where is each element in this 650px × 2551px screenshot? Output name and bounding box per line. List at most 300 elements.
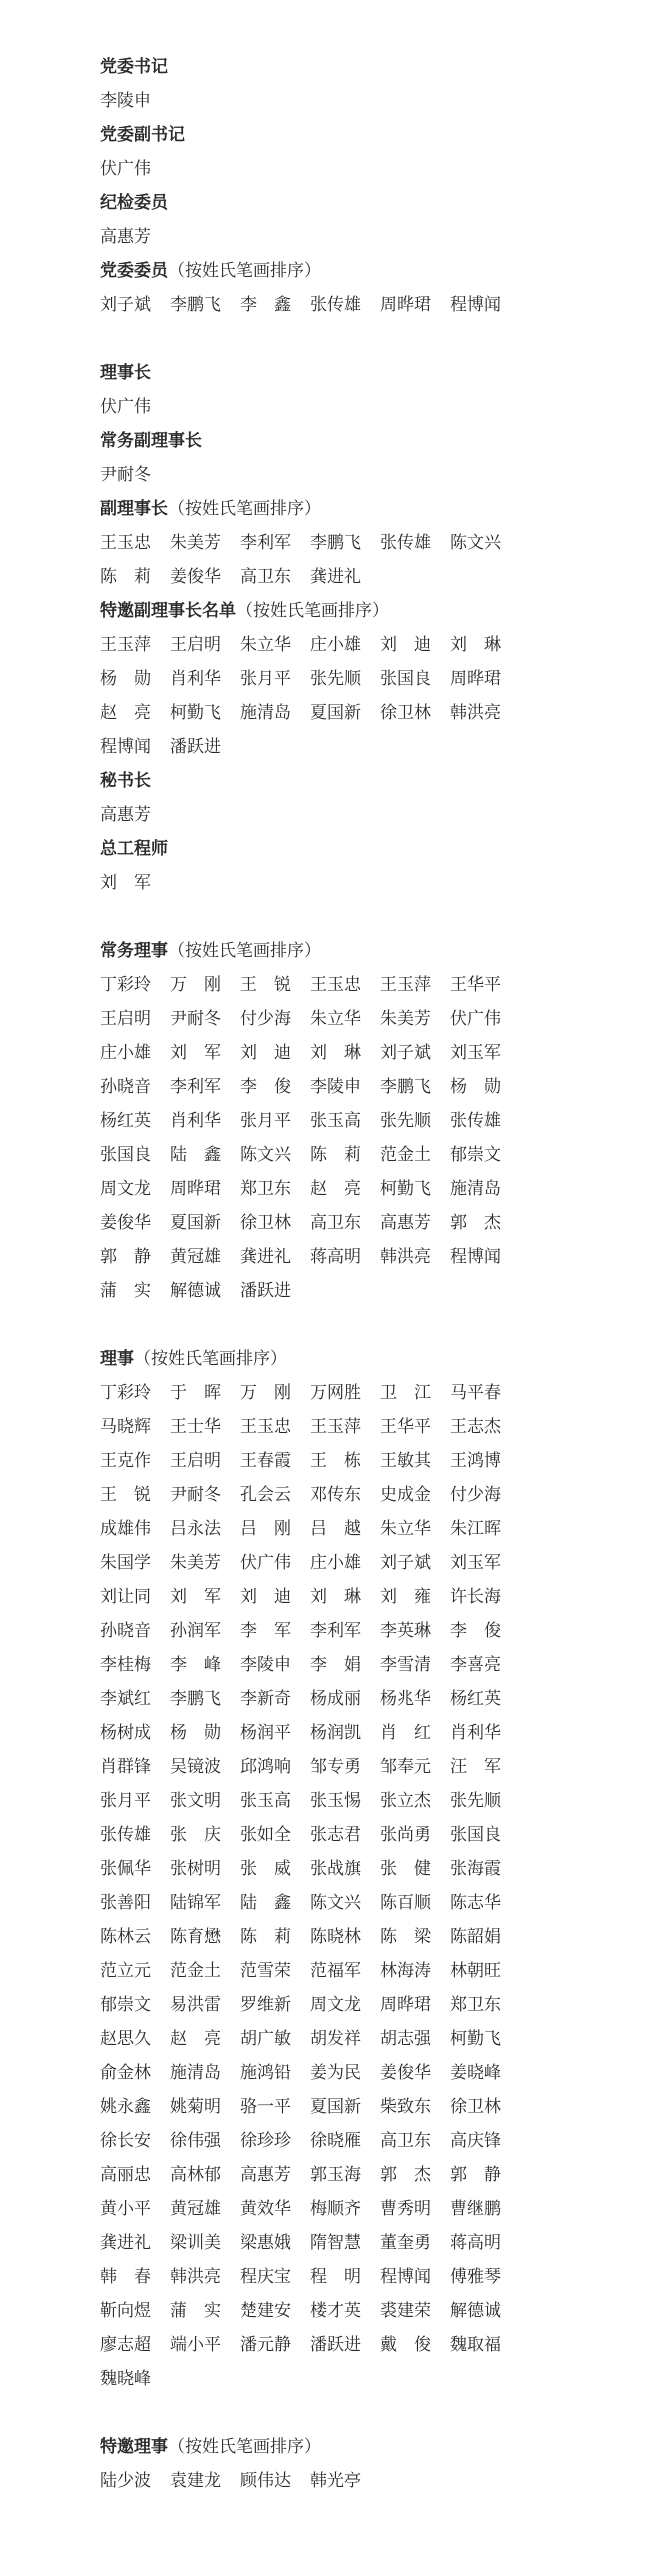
member-name: 吕永法 [170,1519,221,1539]
section-sort-note: （按姓氏笔画排序） [168,2437,321,2457]
member-name: 刘 迪 [380,635,431,655]
member-name: 陈 莉 [100,567,151,587]
member-name: 刘 琳 [310,1043,361,1063]
member-name: 张战旗 [310,1859,361,1879]
member-name: 肖利华 [450,1723,501,1743]
member-name: 王克作 [100,1451,151,1471]
member-name: 姜俊华 [100,1213,151,1233]
section-title: 理事长 [100,363,151,383]
member-name: 王志杰 [450,1417,501,1437]
member-name: 许长海 [450,1587,501,1607]
member-name: 杨润平 [240,1723,291,1743]
member-name: 张 庆 [170,1825,221,1845]
section-title: 总工程师 [100,839,168,859]
member-name-grid [100,628,620,764]
member-name: 杨 勋 [450,1077,501,1097]
member-name: 傅雅琴 [450,2267,501,2287]
member-name: 夏国新 [310,703,361,723]
member-name: 范立元 [100,1961,151,1981]
section-heading [100,1342,620,1376]
section-sort-note: （按姓氏笔画排序） [134,1349,287,1369]
member-name: 朱立华 [310,1009,361,1029]
member-name: 刘 军 [100,873,151,893]
member-name: 张 威 [240,1859,291,1879]
member-name: 梅顺齐 [310,2199,361,2219]
member-name: 靳向煜 [100,2301,151,2321]
member-name: 张玉惕 [310,1791,361,1811]
member-name: 张月平 [240,669,291,689]
member-name: 孙晓音 [100,1077,151,1097]
roster-section [100,764,620,832]
member-name: 程庆宝 [240,2267,291,2287]
member-name: 尹耐冬 [100,465,151,485]
member-name: 郭 静 [100,1247,151,1267]
member-name: 解德诚 [450,2301,501,2321]
member-name: 孙润军 [170,1621,221,1641]
member-name: 杨 勋 [100,669,151,689]
roster-section [100,2430,620,2498]
member-name: 李 俊 [240,1077,291,1097]
member-name: 陈文兴 [240,1145,291,1165]
member-name: 万 刚 [170,975,221,995]
member-name: 刘子斌 [380,1553,431,1573]
roster-section [100,118,620,186]
member-name: 陈志华 [450,1893,501,1913]
member-name: 张国良 [380,669,431,689]
member-name: 李 鑫 [240,295,291,315]
member-name: 陈育懋 [170,1927,221,1947]
member-name: 陆 鑫 [170,1145,221,1165]
member-name: 尹耐冬 [170,1485,221,1505]
member-name: 楚建安 [240,2301,291,2321]
member-name: 周晔珺 [450,669,501,689]
member-name: 庄小雄 [100,1043,151,1063]
member-name: 朱美芳 [380,1009,431,1029]
member-name: 柯勤飞 [380,1179,431,1199]
roster-section [100,492,620,594]
member-name: 徐长安 [100,2131,151,2151]
member-name: 成雄伟 [100,1519,151,1539]
member-name: 解德诚 [170,1281,221,1301]
member-name: 王敏其 [380,1451,431,1471]
section-title: 特邀副理事长名单 [100,601,236,621]
member-name: 王启明 [170,1451,221,1471]
member-name: 陆锦军 [170,1893,221,1913]
member-name: 蒲 实 [100,1281,151,1301]
member-name: 张月平 [100,1791,151,1811]
member-name: 徐伟强 [170,2131,221,2151]
member-name: 柯勤飞 [450,2029,501,2049]
member-name: 黄冠雄 [170,2199,221,2219]
member-name: 隋智慧 [310,2233,361,2253]
member-name: 夏国新 [310,2097,361,2117]
member-name: 潘元静 [240,2335,291,2355]
section-sort-note: （按姓氏笔画排序） [236,601,389,621]
member-name: 施清岛 [450,1179,501,1199]
member-name: 李 军 [240,1621,291,1641]
member-name: 李鹏飞 [170,1689,221,1709]
member-name: 王 锐 [100,1485,151,1505]
member-name: 张传雄 [100,1825,151,1845]
member-name: 范雪荣 [240,1961,291,1981]
member-name: 伏广伟 [100,159,151,179]
member-name: 曹继鹏 [450,2199,501,2219]
member-name: 王 锐 [240,975,291,995]
section-heading [100,254,620,288]
member-name: 肖利华 [170,669,221,689]
member-name: 徐卫林 [380,703,431,723]
roster-section [100,356,620,424]
member-name: 李 俊 [450,1621,501,1641]
member-name: 裘建荣 [380,2301,431,2321]
member-name: 张国良 [100,1145,151,1165]
member-name: 陈文兴 [450,533,501,553]
member-name: 庄小雄 [310,1553,361,1573]
member-name: 吴镜波 [170,1757,221,1777]
member-name: 程博闻 [100,737,151,757]
member-name: 柴致东 [380,2097,431,2117]
member-name: 李利军 [310,1621,361,1641]
member-name: 张海霞 [450,1859,501,1879]
member-name: 姜为民 [310,2063,361,2083]
member-name: 楼才英 [310,2301,361,2321]
member-name: 张先顺 [310,669,361,689]
member-name: 梁惠娥 [240,2233,291,2253]
member-name: 蒋高明 [310,1247,361,1267]
member-name: 万 刚 [240,1383,291,1403]
roster-section [100,594,620,764]
member-name: 龚进礼 [310,567,361,587]
member-name: 李桂梅 [100,1655,151,1675]
member-name: 龚进礼 [100,2233,151,2253]
member-name: 胡志强 [380,2029,431,2049]
member-name: 邹奉元 [380,1757,431,1777]
member-name: 韩 春 [100,2267,151,2287]
member-name: 李利军 [170,1077,221,1097]
member-name: 李陵申 [310,1077,361,1097]
member-name: 张传雄 [380,533,431,553]
member-name: 杨兆华 [380,1689,431,1709]
member-name: 史成金 [380,1485,431,1505]
member-name: 罗维新 [240,1995,291,2015]
section-heading [100,2430,620,2464]
roster-section [100,186,620,254]
member-name: 程博闻 [450,1247,501,1267]
section-title: 特邀理事 [100,2437,168,2457]
member-name: 李英琳 [380,1621,431,1641]
member-name: 董奎勇 [380,2233,431,2253]
member-name: 姚菊明 [170,2097,221,2117]
member-name: 周文龙 [100,1179,151,1199]
member-name: 刘玉军 [450,1043,501,1063]
section-title: 常务副理事长 [100,431,202,451]
member-name: 张树明 [170,1859,221,1879]
member-name-grid [100,2464,620,2498]
member-name: 赵思久 [100,2029,151,2049]
member-name: 柯勤飞 [170,703,221,723]
member-name: 高卫东 [240,567,291,587]
member-name: 潘跃进 [170,737,221,757]
member-name: 张善阳 [100,1893,151,1913]
document-body [100,50,620,2498]
member-name: 李鹏飞 [170,295,221,315]
member-name: 付少海 [450,1485,501,1505]
member-name: 刘 迪 [240,1587,291,1607]
member-name: 郭 静 [450,2165,501,2185]
roster-section [100,50,620,118]
member-name: 吕 刚 [240,1519,291,1539]
member-name: 陆 鑫 [240,1893,291,1913]
member-name: 赵 亮 [310,1179,361,1199]
member-name-grid [100,968,620,1308]
member-name-grid [100,288,620,322]
member-name: 姚永鑫 [100,2097,151,2117]
member-name: 林海涛 [380,1961,431,1981]
member-name: 尹耐冬 [170,1009,221,1029]
member-name: 刘 琳 [450,635,501,655]
member-name: 陈 莉 [310,1145,361,1165]
section-heading [100,594,620,628]
member-name: 刘 军 [170,1587,221,1607]
member-name: 蒋高明 [450,2233,501,2253]
member-name: 黄小平 [100,2199,151,2219]
member-name: 王玉忠 [100,533,151,553]
member-name: 刘子斌 [100,295,151,315]
roster-section [100,934,620,1308]
section-heading [100,934,620,968]
member-name: 戴 俊 [380,2335,431,2355]
member-name: 周晔珺 [380,295,431,315]
member-name: 朱美芳 [170,533,221,553]
member-name: 周晔珺 [380,1995,431,2015]
member-name: 孙晓音 [100,1621,151,1641]
section-title: 副理事长 [100,499,168,519]
section-spacer [100,2396,620,2430]
member-name: 李陵申 [240,1655,291,1675]
member-name: 陈百顺 [380,1893,431,1913]
member-name: 刘 琳 [310,1587,361,1607]
member-name: 赵 亮 [100,703,151,723]
member-name: 刘 迪 [240,1043,291,1063]
section-title: 纪检委员 [100,193,168,213]
member-name: 曹秀明 [380,2199,431,2219]
member-name: 李鹏飞 [310,533,361,553]
member-name: 张先顺 [450,1791,501,1811]
member-name: 张志君 [310,1825,361,1845]
member-name: 汪 军 [450,1757,501,1777]
section-heading [100,764,620,798]
member-name: 郭 杰 [450,1213,501,1233]
member-name: 易洪雷 [170,1995,221,2015]
member-name: 伏广伟 [100,397,151,417]
member-name: 于 晖 [170,1383,221,1403]
member-name: 周晔珺 [170,1179,221,1199]
member-name: 魏晓峰 [100,2369,151,2389]
section-title: 秘书长 [100,771,151,791]
member-name: 王玉萍 [380,975,431,995]
member-name: 高惠芳 [380,1213,431,1233]
member-name: 马晓辉 [100,1417,151,1437]
member-name: 张先顺 [380,1111,431,1131]
section-sort-note: （按姓氏笔画排序） [168,261,321,281]
member-name: 周文龙 [310,1995,361,2015]
member-name: 朱国学 [100,1553,151,1573]
member-name: 范金土 [380,1145,431,1165]
member-name: 李鹏飞 [380,1077,431,1097]
member-name: 陆少波 [100,2471,151,2491]
member-name: 王玉萍 [100,635,151,655]
member-name: 高惠芳 [100,805,151,825]
member-name: 邓传东 [310,1485,361,1505]
member-name: 徐晓雁 [310,2131,361,2151]
member-name: 李利军 [240,533,291,553]
member-name: 端小平 [170,2335,221,2355]
member-name: 张传雄 [310,295,361,315]
member-name: 程博闻 [450,295,501,315]
section-spacer [100,900,620,934]
member-name: 陈文兴 [310,1893,361,1913]
member-name: 徐卫林 [450,2097,501,2117]
member-name: 魏取福 [450,2335,501,2355]
member-name: 张传雄 [450,1111,501,1131]
member-name: 刘 军 [170,1043,221,1063]
member-name: 李 娟 [310,1655,361,1675]
member-name: 刘玉军 [450,1553,501,1573]
member-name: 朱美芳 [170,1553,221,1573]
member-name: 李斌红 [100,1689,151,1709]
member-name: 潘跃进 [240,1281,291,1301]
member-name: 顾伟达 [240,2471,291,2491]
member-name: 庄小雄 [310,635,361,655]
section-title: 理事 [100,1349,134,1369]
member-name: 李雪清 [380,1655,431,1675]
member-name: 黄冠雄 [170,1247,221,1267]
section-title: 党委委员 [100,261,168,281]
member-name: 徐珍珍 [240,2131,291,2151]
member-name: 施清岛 [240,703,291,723]
member-name: 刘 雍 [380,1587,431,1607]
section-heading [100,356,620,390]
section-sort-note: （按姓氏笔画排序） [168,941,321,961]
member-name: 黄效华 [240,2199,291,2219]
member-name: 张 健 [380,1859,431,1879]
member-name: 陈林云 [100,1927,151,1947]
member-name: 卫 江 [380,1383,431,1403]
section-heading [100,832,620,866]
member-name: 孔会云 [240,1485,291,1505]
member-name: 杨成丽 [310,1689,361,1709]
member-name: 赵 亮 [170,2029,221,2049]
member-name: 徐卫林 [240,1213,291,1233]
member-name: 王华平 [380,1417,431,1437]
member-name: 韩洪亮 [170,2267,221,2287]
member-name: 杨树成 [100,1723,151,1743]
member-name: 张月平 [240,1111,291,1131]
member-name: 胡广敏 [240,2029,291,2049]
member-name: 胡发祥 [310,2029,361,2049]
section-spacer [100,1308,620,1342]
member-name: 万网胜 [310,1383,361,1403]
roster-section [100,832,620,900]
member-name: 郭 杰 [380,2165,431,2185]
member-name: 梁训美 [170,2233,221,2253]
member-name: 韩洪亮 [380,1247,431,1267]
section-heading [100,50,620,84]
section-spacer [100,322,620,356]
member-name: 王 栋 [310,1451,361,1471]
member-name: 林朝旺 [450,1961,501,1981]
member-name: 郑卫东 [450,1995,501,2015]
member-name: 肖 红 [380,1723,431,1743]
member-name: 杨红英 [450,1689,501,1709]
member-name: 蒲 实 [170,2301,221,2321]
member-name: 郁崇文 [450,1145,501,1165]
member-name: 丁彩玲 [100,975,151,995]
member-name: 高卫东 [310,1213,361,1233]
section-sort-note: （按姓氏笔画排序） [168,499,321,519]
section-title: 常务理事 [100,941,168,961]
member-name: 朱立华 [240,635,291,655]
member-name: 范金土 [170,1961,221,1981]
member-name: 张立杰 [380,1791,431,1811]
member-name: 李陵申 [100,91,151,111]
member-name: 姜晓峰 [450,2063,501,2083]
section-heading [100,424,620,458]
member-name: 施清岛 [170,2063,221,2083]
member-name: 龚进礼 [240,1247,291,1267]
member-name: 张文明 [170,1791,221,1811]
member-name: 范福军 [310,1961,361,1981]
member-name: 王玉忠 [240,1417,291,1437]
member-name: 刘让同 [100,1587,151,1607]
member-name-grid [100,526,620,594]
member-name: 高丽忠 [100,2165,151,2185]
member-name: 张国良 [450,1825,501,1845]
member-name: 李喜亮 [450,1655,501,1675]
member-name: 丁彩玲 [100,1383,151,1403]
member-name: 朱江晖 [450,1519,501,1539]
member-name: 王启明 [170,635,221,655]
section-heading [100,186,620,220]
member-name: 张尚勇 [380,1825,431,1845]
roster-section [100,424,620,492]
member-name: 王玉萍 [310,1417,361,1437]
member-name: 张如全 [240,1825,291,1845]
member-name: 肖利华 [170,1111,221,1131]
member-name: 程博闻 [380,2267,431,2287]
member-name: 张玉高 [240,1791,291,1811]
member-name: 陈 莉 [240,1927,291,1947]
member-name: 马平春 [450,1383,501,1403]
member-name: 高惠芳 [240,2165,291,2185]
roster-section [100,254,620,322]
member-name: 韩洪亮 [450,703,501,723]
member-name: 李 峰 [170,1655,221,1675]
member-name: 郁崇文 [100,1995,151,2015]
member-name: 郭玉海 [310,2165,361,2185]
member-name: 杨红英 [100,1111,151,1131]
member-name: 李新奇 [240,1689,291,1709]
member-name: 王春霞 [240,1451,291,1471]
member-name: 郑卫东 [240,1179,291,1199]
member-name: 骆一平 [240,2097,291,2117]
section-heading [100,492,620,526]
member-name: 吕 越 [310,1519,361,1539]
member-name-grid [100,1376,620,2396]
section-title: 党委副书记 [100,125,185,145]
member-name: 王华平 [450,975,501,995]
member-name: 高庆锋 [450,2131,501,2151]
